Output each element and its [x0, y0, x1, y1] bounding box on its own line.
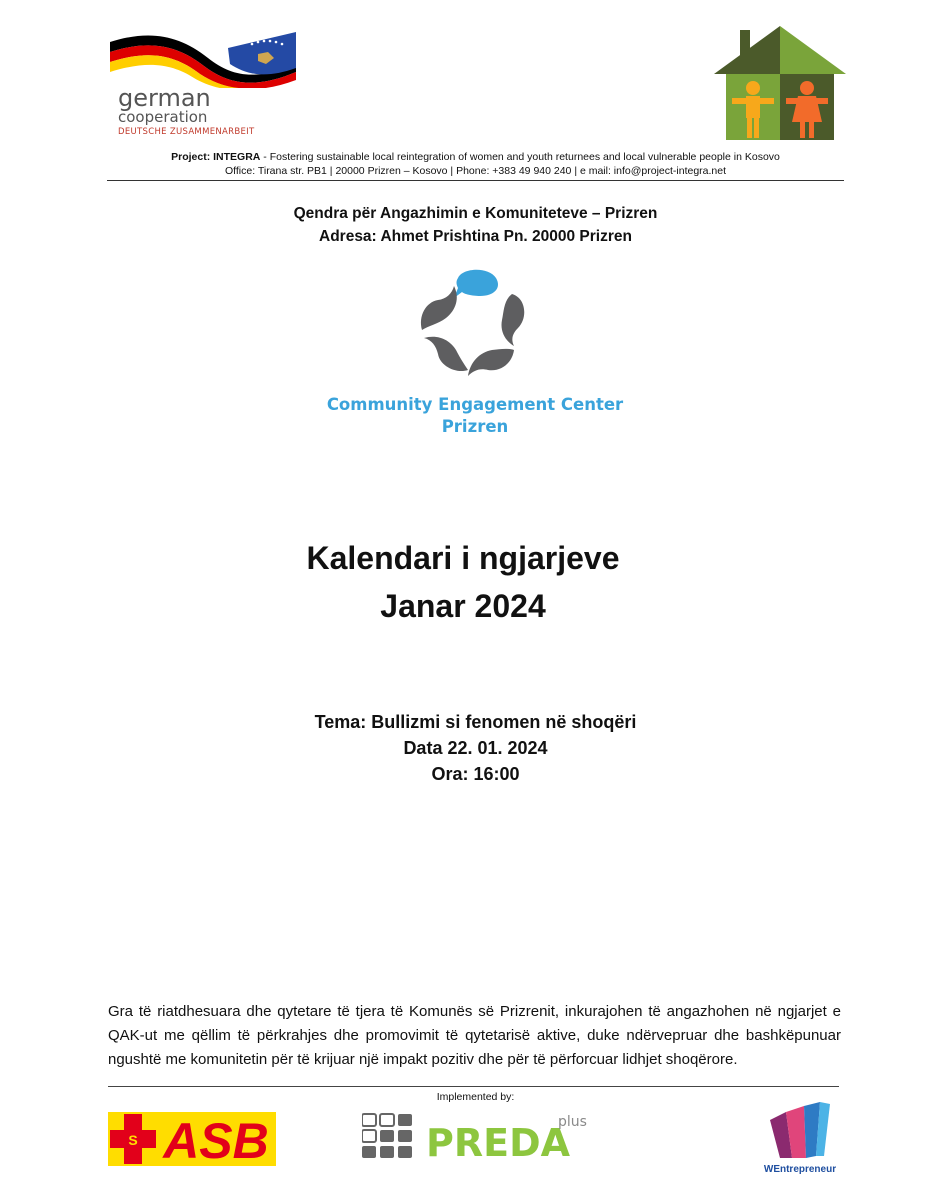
asb-logo — [108, 1112, 276, 1166]
invitation-paragraph: Gra të riatdhesuara dhe qytetare të tjera të Komunës së Prizrenit, inkurajohen të angazhohen në ngjarjet e QAK-ut me qëllim të përkrahjes dhe promovimit të qytetarisë aktive, duke ndërvepruar dhe bashkëpunuar ngushtë me komunitetin për të krijuar një impakt pozitiv dhe për të përforcuar lidhjet shoqërore. — [108, 1003, 841, 1068]
community-engagement-center-logo — [418, 266, 530, 378]
german-cooperation-logo — [108, 28, 300, 138]
office-contact-line: Office: Tirana str. PB1 | 20000 Prizren – Kosovo | Phone: +383 49 940 240 | e mail: info@project-integra.net — [224, 165, 727, 177]
w-ribbon-logo-icon — [758, 1100, 842, 1164]
asb-cross-logo-icon — [108, 1112, 276, 1166]
document-title-line1: Kalendari i ngjarjeve — [306, 540, 620, 576]
german-kosovo-flag-ribbon-icon — [108, 28, 300, 88]
event-topic: Tema: Bullizmi si fenomen në shoqëri — [314, 712, 637, 732]
footer-divider — [108, 1086, 839, 1087]
preda-logo-sup: plus — [558, 1114, 587, 1130]
header-divider — [107, 180, 844, 181]
logo-word-deutsche: DEUTSCHE ZUSAMMENARBEIT — [118, 127, 255, 137]
implemented-by-label: Implemented by: — [436, 1091, 515, 1103]
project-label: Project: INTEGRA — [171, 151, 261, 163]
preda-grid-logo-icon — [362, 1110, 592, 1170]
logo-word-german: german — [118, 84, 211, 112]
wentrepreneur-label: WEntrepreneur — [763, 1164, 837, 1175]
project-line — [108, 150, 843, 164]
cec-logo-text-line1: Community Engagement Center — [326, 395, 624, 414]
document-title-line2: Janar 2024 — [380, 588, 546, 624]
preda-logo-text: PREDA — [426, 1121, 571, 1165]
logo-word-cooperation: cooperation — [118, 108, 208, 126]
event-time: Ora: 16:00 — [431, 764, 520, 784]
project-description: - Fostering sustainable local reintegration of women and youth returnees and local vulnerable people in Kosovo — [260, 151, 780, 163]
svg-text:S: S — [128, 1132, 138, 1148]
house-with-children-icon — [712, 26, 848, 142]
speech-bubbles-circle-icon — [418, 266, 530, 378]
wentrepreneur-logo — [758, 1100, 842, 1180]
asb-logo-text: ASB — [163, 1113, 269, 1166]
integra-house-logo — [712, 26, 848, 142]
center-address: Adresa: Ahmet Prishtina Pn. 20000 Prizren — [319, 228, 632, 245]
preda-plus-logo — [362, 1110, 592, 1170]
center-name: Qendra për Angazhimin e Komuniteteve – Prizren — [293, 205, 658, 222]
cec-logo-text-line2: Prizren — [441, 417, 509, 436]
event-date: Data 22. 01. 2024 — [403, 738, 548, 758]
